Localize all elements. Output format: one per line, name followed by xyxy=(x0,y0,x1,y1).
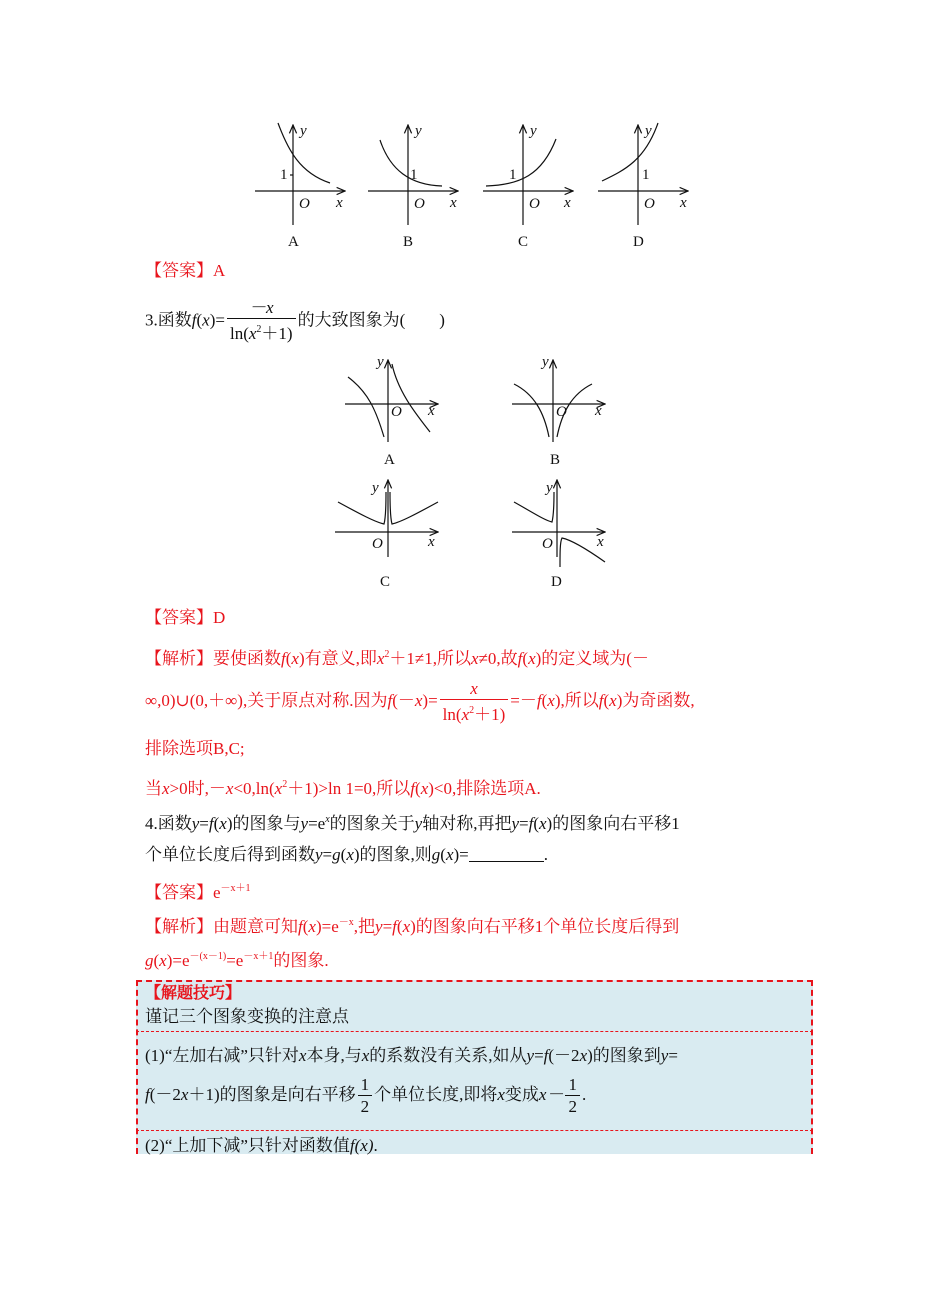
q3-a2-fraction xyxy=(440,679,509,726)
q2-a-origin: O xyxy=(299,196,310,212)
q3-label-a: A xyxy=(384,452,395,468)
q3-den-rparen: ) xyxy=(286,324,293,343)
q3-a4-1: 当 xyxy=(145,779,162,798)
q3-den-ln: ln xyxy=(229,324,244,343)
tips-half-num-2: 1 xyxy=(565,1075,580,1096)
tips-t3-2: f(x) xyxy=(349,1136,374,1155)
q3-answer xyxy=(145,606,225,630)
q4-s1-3: ,把 xyxy=(353,917,376,936)
q4-analysis-line2: $g(x)=e^{-(x-1)}=e^{-x+1}$的图象. xyxy=(145,951,329,970)
q3-a2-tail: =－ xyxy=(510,691,537,710)
q2-b-x: x xyxy=(450,195,457,211)
q4-answer-tag: 【答案】 xyxy=(145,883,213,902)
q2-c-one: 1 xyxy=(509,167,517,183)
tips-half-fraction-2 xyxy=(565,1075,580,1118)
q4-s2-sup1: －(x－1) xyxy=(189,951,227,962)
q3-graph-c xyxy=(335,480,438,557)
q4-s1-1: 由题意可知 xyxy=(213,917,298,936)
q3-eq: = xyxy=(215,310,225,330)
q3-f: f xyxy=(191,310,197,330)
q2-b-y: y xyxy=(415,123,422,139)
tips-title: 【解题技巧】 xyxy=(145,985,242,1002)
q3-analysis-line1: 【解析】要使函数f(x)有意义,即$x^2+1\ne 1$,所以x≠0,故f(x)的定义域为(－ xyxy=(145,649,649,668)
q3-stem: 3.函数f(x)= $\frac{-x}{\ln(x^2+1)}$ 的大致图象为( ) xyxy=(145,298,445,343)
tips-t1-x2: x xyxy=(361,1046,370,1065)
q3-d-origin: O xyxy=(542,536,553,552)
q4-l1-3: 的图象关于 xyxy=(329,814,415,833)
q2-label-d: D xyxy=(633,234,644,250)
q3-analysis-line2: ∞,0)∪(0,＋∞),关于原点对称.因为f(－x)= $\frac{x}{\ln(x^2+1)}$ =－f(x),所以f(x)为奇函数, xyxy=(145,678,695,724)
q4-l1-4: 轴对称,再把 xyxy=(422,814,512,833)
q3-stem-prefix: 3.函数 xyxy=(145,310,192,330)
tips-t2-3: 变成 xyxy=(504,1085,539,1104)
q3-x: x xyxy=(202,310,210,330)
q3-c-y: y xyxy=(372,480,379,496)
q4-answer-base: e xyxy=(213,883,221,902)
tips-half-num-1: 1 xyxy=(358,1075,373,1096)
q3-b-x: x xyxy=(595,403,602,419)
tips-item2 xyxy=(145,1134,378,1158)
q4-analysis-tag: 【解析】 xyxy=(145,917,213,936)
q2-b-origin: O xyxy=(414,196,425,212)
q2-answer-tag: 【答案】 xyxy=(145,261,213,280)
q4-s1-4: 的图象向右平移1个单位长度后得到 xyxy=(415,917,680,936)
q3-stem-suffix: 的大致图象为( ) xyxy=(297,310,445,330)
q3-analysis-tag: 【解析】 xyxy=(145,649,213,668)
q4-s2-3: =e xyxy=(226,951,244,970)
q4-stem-line1: 4.函数y=f(x)的图象与$y=e^x$的图象关于y轴对称,再把y=f(x)的图象向右平移1 xyxy=(145,814,680,833)
q3-d-y: y xyxy=(546,480,553,496)
q4-l2-2: 的图象,则 xyxy=(359,845,432,864)
q3-analysis-line4: 当x>0时$,-x<0,\ln(x^2+1)>\ln$ 1=0,所以f(x)<0,排除选项A. xyxy=(145,779,541,798)
tips-t3-1: (2)“上加下减”只针对函数值 xyxy=(145,1136,350,1155)
q2-answer xyxy=(145,259,225,283)
tips-divider-1 xyxy=(136,1031,813,1032)
q4-stem-line2: 个单位长度后得到函数y=g(x)的图象,则g(x)= . xyxy=(145,845,548,864)
tips-t1-4: 的图象到 xyxy=(592,1046,661,1065)
q4-s1-sup: －x xyxy=(338,917,354,928)
q3-b-y: y xyxy=(542,354,549,370)
q3-a1-3: ＋1≠1,所以 xyxy=(389,649,472,668)
q4-s2-4: 的图象. xyxy=(273,951,329,970)
tips-half-den-2: 2 xyxy=(568,1096,577,1116)
tips-half-den-1: 2 xyxy=(360,1096,370,1116)
tips-t2-1: 的图象是向右平移 xyxy=(219,1085,356,1104)
q3-a2-1: ∞,0)∪(0,＋∞),关于原点对称.因为 xyxy=(145,691,388,710)
q3-label-c: C xyxy=(380,574,391,590)
q2-c-y: y xyxy=(530,123,537,139)
q4-l1-5: 的图象向右平移1 xyxy=(552,814,680,833)
q3-den-tail: ＋1 xyxy=(261,324,287,343)
q2-c-origin: O xyxy=(529,196,540,212)
q3-den-x: x xyxy=(248,324,257,343)
q3-label-b: B xyxy=(550,452,561,468)
q3-a1-2: 有意义,即 xyxy=(304,649,377,668)
q4-l2-3: . xyxy=(543,845,548,864)
tips-divider-2 xyxy=(136,1130,813,1131)
q2-d-x: x xyxy=(680,195,687,211)
q3-answer-value: D xyxy=(213,608,226,627)
tips-t3-3: . xyxy=(373,1136,378,1155)
q3-graph-b xyxy=(512,360,605,442)
q3-fraction xyxy=(227,298,296,345)
tips-half-fraction-1 xyxy=(358,1075,373,1118)
q2-label-b: B xyxy=(403,234,414,250)
q3-numerator: －x xyxy=(227,298,296,319)
q3-den-lparen: ( xyxy=(243,324,249,343)
q3-label-d: D xyxy=(551,574,562,590)
q3-d-x: x xyxy=(597,534,604,550)
q2-c-x: x xyxy=(564,195,571,211)
q3-answer-tag: 【答案】 xyxy=(145,608,213,627)
q4-analysis-line1: 【解析】由题意可知$f(x)=e^{-x}$,把y=f(x)的图象向右平移1个单位长度后得到 xyxy=(145,917,680,936)
tips-t1-2: 本身,与 xyxy=(306,1046,362,1065)
q4-answer-blank[interactable] xyxy=(469,845,544,862)
q3-graph-a xyxy=(345,360,438,442)
q2-a-one: 1 xyxy=(280,167,288,183)
tips-t1-3: 的系数没有关系,如从 xyxy=(369,1046,527,1065)
tips-t1-1: (1)“左加右减”只针对 xyxy=(145,1046,299,1065)
q4-s2-2: =e xyxy=(172,951,190,970)
q3-a1-4: ≠0,故 xyxy=(478,649,518,668)
q2-a-y: y xyxy=(300,123,307,139)
q4-s2-sup2: －x＋1 xyxy=(243,951,274,962)
q3-a-x: x xyxy=(428,403,435,419)
q3-a4-5: <0,排除选项A. xyxy=(433,779,541,798)
q2-label-c: C xyxy=(518,234,529,250)
q4-l2-1: 个单位长度后得到函数 xyxy=(145,845,315,864)
tips-item1-line1: (1)“左加右减”只针对x本身,与x的系数没有关系,如从y=f(－2x)的图象到y= xyxy=(145,1046,678,1065)
tips-item1-line2: f(－2x＋1)的图象是向右平移 $\frac{1}{2}$ 个单位长度,即将x变成x－ $\frac{1}{2}$ . xyxy=(145,1074,587,1116)
q2-label-a: A xyxy=(288,234,299,250)
q3-denominator xyxy=(227,319,296,345)
q3-den-sup: 2 xyxy=(256,324,262,335)
tips-subtitle: 谨记三个图象变换的注意点 xyxy=(145,1007,349,1026)
q4-answer xyxy=(145,877,251,905)
q3-a2-numerator: x xyxy=(440,679,509,700)
q4-answer-sup: －x＋1 xyxy=(220,883,251,894)
tips-t2-x-minus: x－ xyxy=(538,1085,564,1104)
q3-a4-3: <0,ln( xyxy=(233,779,275,798)
tips-t2-x: x xyxy=(497,1085,505,1104)
q3-a-origin: O xyxy=(391,404,402,420)
q2-d-one: 1 xyxy=(642,167,650,183)
tips-t2-2: 个单位长度,即将 xyxy=(374,1085,498,1104)
q4-l1-1: 4.函数 xyxy=(145,814,192,833)
q3-a4-2: >0时,－ xyxy=(169,779,226,798)
q3-graphs xyxy=(320,352,620,592)
q2-d-y: y xyxy=(645,123,652,139)
q2-graph-c xyxy=(483,125,573,225)
q3-a4-4: ＋1)>ln 1=0,所以 xyxy=(287,779,411,798)
q3-analysis-line3: 排除选项B,C; xyxy=(145,739,245,758)
q3-a2-2: ,所以 xyxy=(560,691,599,710)
q3-a2-denominator: $\ln(x^2+1)$ xyxy=(442,704,506,724)
q2-graphs xyxy=(250,115,700,255)
tips-t1-x1: x xyxy=(298,1046,307,1065)
q3-a-y: y xyxy=(377,354,384,370)
q2-b-one: 1 xyxy=(410,167,418,183)
q3-b-origin: O xyxy=(556,404,567,420)
q2-answer-value: A xyxy=(213,261,226,280)
q3-a2-3: 为奇函数, xyxy=(622,691,695,710)
q3-a1-5: 的定义域为(－ xyxy=(541,649,649,668)
tips-t2-4: . xyxy=(581,1085,587,1104)
q3-c-x: x xyxy=(428,534,435,550)
q4-l1-2: 的图象与 xyxy=(232,814,301,833)
q3-a1-1: 要使函数 xyxy=(213,649,281,668)
q4-s1-2: =e xyxy=(321,917,339,936)
q2-d-origin: O xyxy=(644,196,655,212)
q3-c-origin: O xyxy=(372,536,383,552)
q2-a-x: x xyxy=(336,195,343,211)
q3-graph-d xyxy=(512,480,605,567)
